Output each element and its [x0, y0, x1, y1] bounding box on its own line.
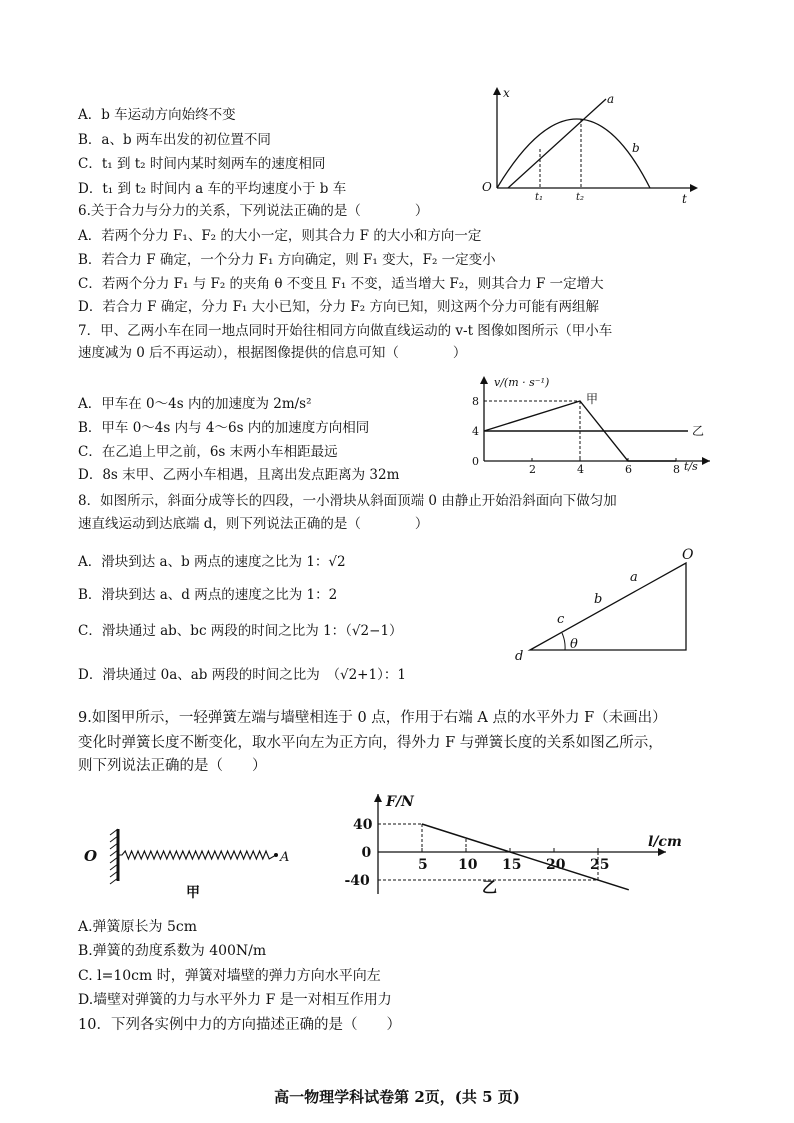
q6-option-a: A．若两个分力 F₁、F₂ 的大小一定，则其合力 F 的大小和方向一定	[78, 228, 482, 244]
q9-x-axis-label: l/cm	[648, 834, 682, 850]
q7-vt-chart	[470, 372, 720, 476]
q8-label-d: d	[515, 649, 524, 664]
q9-spring-figure	[82, 825, 302, 905]
q9-y-tick-label: 40	[353, 817, 373, 833]
q5-t-axis-label: t	[682, 192, 687, 206]
q9-option-a: A.弹簧原长为 5cm	[78, 919, 198, 935]
q8-stem-1: 8．如图所示，斜面分成等长的四段，一小滑块从斜面顶端 0 由静止开始沿斜面向下做匀加	[78, 493, 617, 509]
q8-label-theta: θ	[570, 637, 578, 652]
q5-x-axis-label: x	[503, 86, 510, 100]
q5-curve-b-label: b	[632, 141, 640, 155]
q5-line-a	[508, 99, 606, 188]
q7-y-tick-label: 4	[472, 425, 479, 438]
q9-x-tick-label: 20	[546, 857, 566, 873]
q6-option-d: D．若合力 F 确定，分力 F₁ 大小已知，分力 F₂ 方向已知，则这两个分力可能有两组解	[78, 299, 599, 315]
spring	[118, 851, 276, 859]
q7-y-tick-label: 0	[472, 455, 479, 468]
q6-stem: 6.关于合力与分力的关系，下列说法正确的是（ ）	[78, 203, 429, 219]
q8-option-a: A．滑块到达 a、b 两点的速度之比为 1：√2	[78, 554, 346, 570]
q7-x-tick-label: 8	[673, 463, 680, 476]
q9-stem-1: 9.如图甲所示，一轻弹簧左端与墙壁相连于 0 点，作用于右端 A 点的水平外力 F（未画出）	[78, 710, 667, 726]
q7-y-axis-label: v/(m · s⁻¹)	[494, 376, 550, 389]
q8-label-a: a	[630, 570, 638, 585]
q9-x-tick-label: 15	[502, 857, 522, 873]
q9-force-length-chart	[330, 788, 700, 900]
q7-stem-1: 7．甲、乙两小车在同一地点同时开始往相同方向做直线运动的 v-t 图像如图所示（甲小车	[78, 323, 613, 339]
q8-option-d: D．滑块通过 0a、ab 两段的时间之比为 （√2+1）：1	[78, 667, 406, 683]
q5-option-c: C．t₁ 到 t₂ 时间内某时刻两车的速度相同	[78, 156, 326, 172]
q9-x-tick-label: 10	[458, 857, 478, 873]
q7-series-jia-label: 甲	[586, 392, 599, 406]
q7-option-b: B．甲车 0～4s 内与 4～6s 内的加速度方向相同	[78, 420, 370, 436]
q8-option-c: C．滑块通过 ab、bc 两段的时间之比为 1：（√2−1）	[78, 623, 403, 639]
q8-label-c: c	[557, 612, 565, 627]
q5-curve-a-label: a	[607, 92, 615, 106]
q8-option-b: B．滑块到达 a、d 两点的速度之比为 1：2	[78, 587, 338, 603]
q6-option-b: B．若合力 F 确定，一个分力 F₁ 方向确定，则 F₁ 变大，F₂ 一定变小	[78, 252, 496, 268]
q7-option-c: C．在乙追上甲之前，6s 末两小车相距最远	[78, 444, 338, 460]
q7-y-tick-label: 8	[472, 395, 479, 408]
q8-stem-2: 速直线运动到达底端 d，则下列说法正确的是（ ）	[78, 516, 429, 532]
page-footer: 高一物理学科试卷第 2页，(共 5 页)	[274, 1088, 520, 1106]
q5-xt-graph	[470, 85, 700, 205]
q10-stem: 10．下列各实例中力的方向描述正确的是（ ）	[78, 1017, 401, 1033]
q5-t1-label: t₁	[535, 192, 544, 203]
q9-x-tick-label: 5	[418, 857, 428, 873]
q9-y-tick-label: -40	[344, 873, 370, 889]
q9-stem-2: 变化时弹簧长度不断变化，取水平向左为正方向，得外力 F 与弹簧长度的关系如图乙所示，	[78, 735, 663, 751]
q6-option-c: C．若两个分力 F₁ 与 F₂ 的夹角 θ 不变且 F₁ 不变，适当增大 F₂，则其合力 F 一定增大	[78, 276, 604, 292]
q8-label-b: b	[594, 592, 603, 607]
q9-y-axis-label: F/N	[386, 794, 414, 810]
q9-stem-3: 则下列说法正确的是（ ）	[78, 758, 267, 774]
q9-wall-point-o: O	[84, 847, 98, 865]
q5-t2-label: t₂	[576, 192, 585, 203]
q7-x-tick-label: 4	[577, 463, 584, 476]
q9-caption-jia: 甲	[186, 885, 200, 901]
q8-label-o: O	[682, 547, 694, 563]
q9-caption-yi: 乙	[482, 878, 498, 896]
q7-series-yi-label: 乙	[692, 424, 705, 438]
q7-option-a: A．甲车在 0～4s 内的加速度为 2m/s²	[78, 396, 312, 412]
q9-option-c: C. l=10cm 时，弹簧对墙壁的弹力方向水平向左	[78, 968, 381, 984]
q7-x-tick-label: 2	[529, 463, 536, 476]
q5-option-b: B．a、b 两车出发的初位置不同	[78, 132, 271, 148]
q8-incline-figure	[510, 545, 700, 670]
q9-x-tick-label: 25	[590, 857, 610, 873]
q5-option-a: A．b 车运动方向始终不变	[78, 107, 236, 123]
q7-option-d: D．8s 末甲、乙两小车相遇，且离出发点距离为 32m	[78, 467, 400, 483]
q9-option-b: B.弹簧的劲度系数为 400N/m	[78, 943, 267, 959]
q7-x-tick-label: 6	[625, 463, 632, 476]
q7-stem-2: 速度减为 0 后不再运动），根据图像提供的信息可知（ ）	[78, 345, 467, 361]
q7-x-axis-label: t/s	[684, 460, 698, 473]
q9-option-d: D.墙壁对弹簧的力与水平外力 F 是一对相互作用力	[78, 992, 392, 1008]
q5-option-d: D．t₁ 到 t₂ 时间内 a 车的平均速度小于 b 车	[78, 181, 347, 197]
q9-end-point-a: A	[280, 850, 290, 865]
q5-origin-label: O	[482, 180, 492, 194]
q9-y-tick-label: 0	[361, 845, 372, 861]
